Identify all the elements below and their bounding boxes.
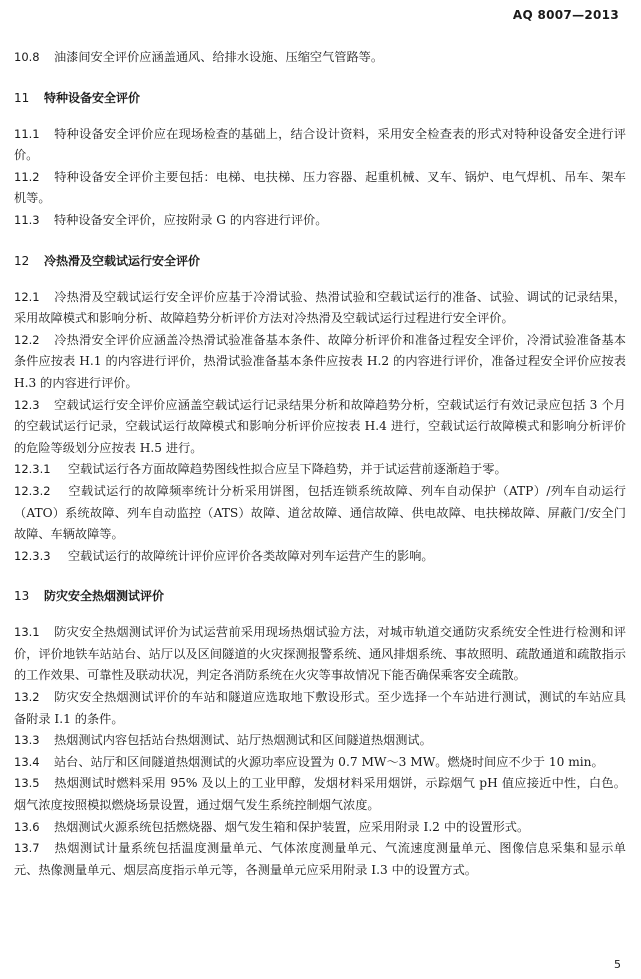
clause-text: 冷热滑及空载试运行安全评价 (44, 253, 201, 268)
clause-text: 热烟测试火源系统包括燃烧器、烟气发生箱和保护装置，应采用附录 I.2 中的设置形式。 (54, 819, 530, 834)
clause-paragraph (14, 459, 626, 481)
clause-text: 站台、站厅和区间隧道热烟测试的火源功率应设置为 0.7 MW～3 MW。燃烧时间应不少于 10 min。 (54, 754, 604, 769)
clause-paragraph (14, 395, 626, 460)
clause-number: 12.1 (14, 289, 40, 304)
clause-text: 空载试运行安全评价应涵盖空载试运行记录结果分析和故障趋势分析，空载试运行有效记录应包括 3 个月的空载试运行记录，空载试运行故障模式和影响分析评价应按表 H.4 进行，空载试运行故障模式和影响分析评价的危险等级划分应按表 H.5 进行。 (14, 397, 626, 455)
clause-number: 13.1 (14, 625, 40, 640)
clause-number: 12.3.2 (14, 483, 51, 498)
clause-number: 12 (14, 253, 30, 268)
clause-number: 11.2 (14, 169, 40, 184)
clause-number: 11 (14, 90, 30, 105)
clause-text: 冷热滑安全评价应涵盖冷热滑试验准备基本条件、故障分析评价和准备过程安全评价，冷滑试验准备基本条件应按表 H.1 的内容进行评价，热滑试验准备基本条件应按表 H.2 的内容进行评价，准备过程安全评价应按表 H.3 的内容进行评价。 (14, 332, 626, 390)
clause-number: 13.5 (14, 776, 40, 791)
clause-number: 11.1 (14, 126, 40, 141)
clause-text: 特种设备安全评价主要包括：电梯、电扶梯、压力容器、起重机械、叉车、锅炉、电气焊机、吊车、架车机等。 (14, 169, 626, 206)
clause-paragraph (14, 817, 626, 839)
clause-number: 10.8 (14, 50, 40, 64)
clause-paragraph (14, 838, 626, 881)
clause-text: 热烟测试时燃料采用 95% 及以上的工业甲醇，发烟材料采用烟饼，示踪烟气 pH 值应接近中性，白色。烟气浓度按照模拟燃烧场景设置，通过烟气发生系统控制烟气浓度。 (14, 776, 626, 813)
clause-paragraph (14, 546, 626, 568)
clause-text: 空载试运行的故障统计评价应评价各类故障对列车运营产生的影响。 (68, 548, 434, 563)
clause-paragraph (14, 622, 626, 687)
clause-text: 热烟测试内容包括站台热烟测试、站厅热烟测试和区间隧道热烟测试。 (54, 733, 432, 748)
clause-paragraph (14, 687, 626, 730)
clause-text: 防灾安全热烟测试评价的车站和隧道应选取地下敷设形式。至少选择一个车站进行测试，测试的车站应具备附录 I.1 的条件。 (14, 690, 626, 726)
clause-paragraph (14, 330, 626, 395)
clause-paragraph (14, 124, 626, 167)
clause-text: 特种设备安全评价 (44, 90, 141, 105)
clause-paragraph (14, 752, 626, 774)
clause-paragraph (14, 47, 626, 69)
clause-paragraph (14, 730, 626, 752)
document-body (14, 47, 626, 881)
section-heading (14, 252, 626, 269)
clause-number: 13 (14, 589, 30, 604)
clause-paragraph (14, 481, 626, 546)
clause-number: 13.3 (14, 733, 40, 748)
clause-text: 特种设备安全评价，应按附录 G 的内容进行评价。 (54, 212, 328, 227)
clause-text: 冷热滑及空载试运行安全评价应基于冷滑试验、热滑试验和空载试运行的准备、试验、调试的记录结果，采用故障模式和影响分析、故障趋势分析评价方法对冷热滑及空载试运行过程进行安全评价。 (14, 289, 626, 326)
clause-paragraph (14, 210, 626, 232)
clause-text: 防灾安全热烟测试评价 (44, 589, 165, 604)
standard-code: AQ 8007—2013 (512, 8, 619, 22)
clause-number: 13.4 (14, 754, 40, 769)
clause-number: 13.7 (14, 841, 40, 856)
clause-paragraph (14, 167, 626, 210)
clause-number: 12.3 (14, 397, 40, 412)
clause-number: 11.3 (14, 212, 40, 227)
section-heading (14, 89, 626, 106)
page-number: 5 (614, 958, 621, 971)
clause-number: 13.2 (14, 690, 40, 705)
clause-text: 油漆间安全评价应涵盖通风、给排水设施、压缩空气管路等。 (54, 50, 384, 64)
clause-number: 12.3.3 (14, 548, 51, 563)
clause-text: 空载试运行的故障频率统计分析采用饼图，包括连锁系统故障、列车自动保护（ATP）/列车自动运行（ATO）系统故障、列车自动监控（ATS）故障、道岔故障、通信故障、供电故障、电扶梯故障、屏蔽门/安全门故障、车辆故障等。 (14, 483, 626, 542)
clause-text: 特种设备安全评价应在现场检查的基础上，结合设计资料，采用安全检查表的形式对特种设备安全进行评价。 (14, 126, 626, 163)
clause-text: 热烟测试计量系统包括温度测量单元、气体浓度测量单元、气流速度测量单元、图像信息采集和显示单元、热像测量单元、烟层高度指示单元等，各测量单元应采用附录 I.3 中的设置方式。 (14, 841, 626, 877)
clause-paragraph (14, 287, 626, 330)
section-heading (14, 587, 626, 604)
clause-number: 12.3.1 (14, 462, 51, 477)
clause-text: 空载试运行各方面故障趋势图线性拟合应呈下降趋势，并于试运营前逐渐趋于零。 (68, 462, 507, 477)
clause-text: 防灾安全热烟测试评价为试运营前采用现场热烟试验方法，对城市轨道交通防灾系统安全性进行检测和评价，评价地铁车站站台、站厅以及区间隧道的火灾探测报警系统、通风排烟系统、事故照明、疏散通道和疏散指示的工作效果、可靠性及联动状况，判定各消防系统在火灾等事故情况下能否确保乘客安全疏散。 (14, 625, 626, 683)
clause-number: 13.6 (14, 819, 40, 834)
clause-number: 12.2 (14, 332, 40, 347)
clause-paragraph (14, 773, 626, 816)
